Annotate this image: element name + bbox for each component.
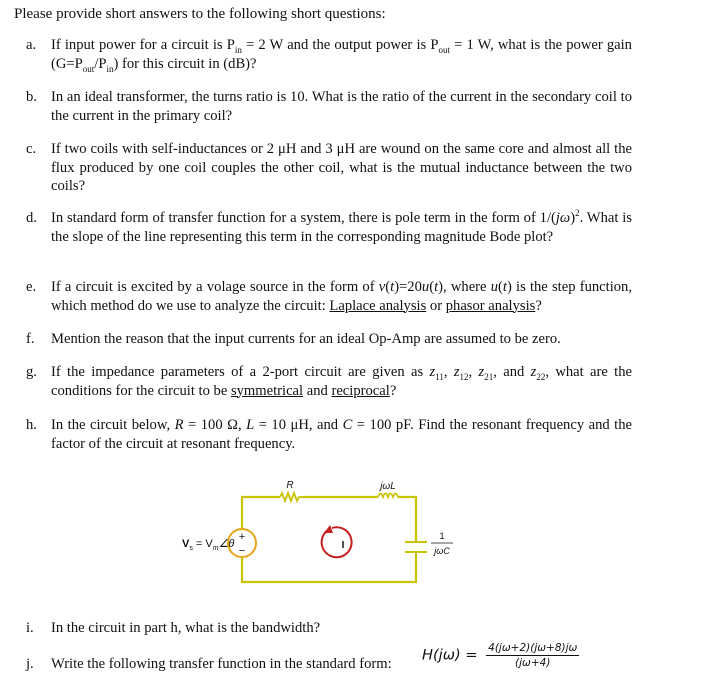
question-j [26, 655, 426, 674]
source-label: $V_s$ = $V_m\angle\theta$ [182, 538, 235, 552]
question-label: g. [26, 364, 37, 380]
rlc-circuit-diagram [160, 470, 460, 595]
question-text: In the circuit in part h, what is the bandwidth? [51, 620, 321, 636]
transfer-function-fraction [486, 642, 579, 669]
question-text: Mention the reason that the input currents for an ideal Op-Amp are assumed to be zero. [51, 331, 561, 347]
phasor-analysis-option: phasor analysis [445, 297, 536, 314]
question-c [26, 140, 632, 196]
reciprocal-term: reciprocal [331, 382, 390, 399]
svg-text:−: − [238, 545, 246, 557]
question-label: i. [26, 620, 34, 636]
question-label: a. [26, 37, 37, 53]
question-f [26, 330, 632, 349]
instructions: Please provide short answers to the following short questions: [14, 6, 386, 22]
question-g [26, 363, 632, 400]
question-h [26, 416, 632, 453]
capacitor-symbol [405, 542, 427, 552]
question-text: In an ideal transformer, the turns ratio is 10. What is the ratio of the current in the secondary coil to the current in the primary coil? [51, 89, 632, 124]
question-label: h. [26, 417, 37, 433]
question-text: Write the following transfer function in the standard form: [51, 656, 392, 672]
question-text: In the circuit below, R = 100 Ω, L = 10 μH, and C = 100 pF. Find the resonant frequency and the factor of the circuit at resonant frequency. [51, 417, 632, 452]
circuit-wires [242, 497, 416, 582]
laplace-analysis-option: Laplace analysis [329, 297, 427, 314]
svg-text:+: + [238, 531, 246, 543]
inductor-symbol [378, 494, 399, 498]
question-label: b. [26, 89, 37, 105]
capacitor-impedance-denominator: jωC [434, 546, 450, 556]
question-text: In standard form of transfer function for a system, there is pole term in the form of $1/(j\omega)^2$. What is the slope of the line representing this term in the corresponding magnitude Bode plot? [51, 208, 632, 245]
inductor-label: jωL [380, 481, 396, 492]
transfer-function-denominator: (jω+4) [515, 657, 551, 669]
question-a [26, 36, 632, 73]
current-label: I [341, 540, 345, 551]
transfer-function-numerator: 4(jω+2)(jω+8)jω [488, 642, 578, 654]
question-label: f. [26, 331, 35, 347]
question-label: j. [26, 656, 34, 672]
question-i [26, 619, 632, 638]
transfer-function [422, 642, 579, 669]
question-label: e. [26, 279, 37, 295]
resistor-label: R [286, 480, 294, 491]
capacitor-impedance-numerator: 1 [439, 531, 445, 541]
question-b [26, 88, 632, 125]
question-label: c. [26, 141, 37, 157]
symmetrical-term: symmetrical [230, 382, 304, 399]
resistor-symbol [280, 493, 301, 501]
question-label: d. [26, 210, 37, 226]
loop-current-arrow [322, 525, 352, 557]
question-text: If the impedance parameters of a 2-port circuit are given as $z_{11}$, $z_{12}$, $z_{21}$, and $z_{22}$, what are the conditions for the circuit to be symmetrical and reciprocal? [51, 364, 633, 399]
question-e [26, 278, 632, 315]
question-text: If input power for a circuit is $P_{in} = 2$ W and the output power is $P_{out} = 1$ W, what is the power gain $(G=P_{out}/P_{in})$ for this circuit in (dB)? [51, 37, 632, 74]
question-text: If two coils with self-inductances or 2 μH and 3 μH are wound on the same core and almost all the flux produced by one coil couples the other coil, what is the mutual inductance between the two coils? [51, 141, 632, 194]
transfer-function-lhs: H(jω) = [422, 646, 478, 664]
question-d [26, 209, 632, 246]
question-text: If a circuit is excited by a volage source in the form of v(t)=20u(t), where u(t) is the step function, which method do we use to analyze the circuit: Laplace analysis or phasor analysis? [51, 279, 632, 314]
